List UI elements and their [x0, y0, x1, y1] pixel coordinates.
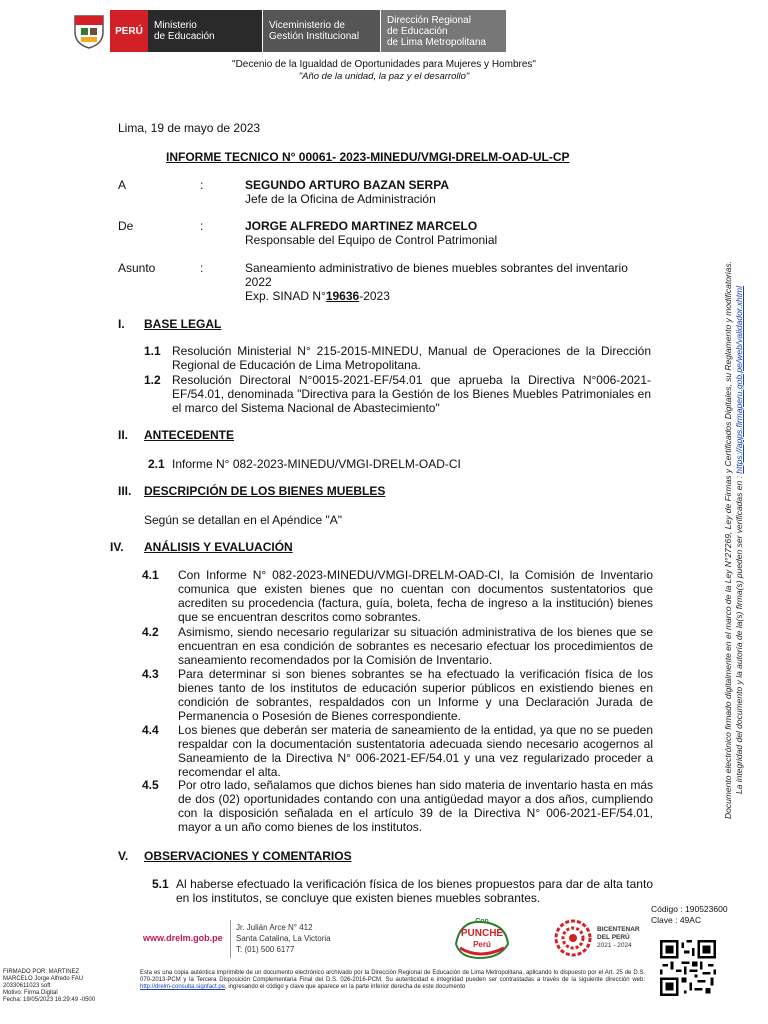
verification-code	[651, 904, 728, 926]
section-4-number: IV.	[110, 540, 124, 554]
from-name: JORGE ALFREDO MARTINEZ MARCELO	[245, 219, 478, 233]
subject-colon: :	[200, 261, 204, 275]
signer-info: FIRMADO POR: MARTINEZ MARCELO Jorge Alfredo FAU 20330611023 soft Motivo: Firma Digital Fecha: 19/05/2023 16:29:49 -0500	[3, 969, 96, 1003]
from-role: Responsable del Equipo de Control Patrimonial	[245, 233, 498, 247]
section-3-text: Según se detallan en el Apéndice "A"	[144, 513, 342, 527]
section-5-title: OBSERVACIONES Y COMENTARIOS	[144, 849, 352, 863]
subject-line1: Saneamiento administrativo de bienes muebles sobrantes del inventario	[245, 261, 628, 275]
to-colon: :	[200, 178, 204, 192]
footer-address: Jr. Julián Arce N° 412 Santa Catalina, La Victoria T: (01) 500 6177	[236, 923, 331, 954]
clave-value: Clave : 49AC	[651, 915, 702, 925]
digital-signature-stamp	[714, 250, 754, 830]
item-4-5: 4.5 Por otro lado, señalamos que dichos bienes han sido materia de inventario hasta en más de dos (02) oportunidades contando con una antigüedad mayor a dos años, cumpliendo con la disposición señalada en el artículo 39 de la Directiva N° 006-2021-EF/54.01, mayor a un año como bienes de los institutos.	[142, 778, 653, 834]
authenticity-notice: Esta es una copia auténtica imprimible de un documento electrónico archivado por la Dirección Regional de Educación de Lima Metropolitana, aplicando lo dispuesto por el Art. 25 de D.S. 070-2013-PCM y la Tercera Disposición Complementaria Final del D.S. 026-2016-PCM. Su autenticidad e integridad pueden ser contrastadas a través de la siguiente dirección web: http://drelm-consulta.signfact.pe, ingresando el código y clave que aparece en la parte inferior derecha de este documento	[140, 970, 645, 990]
from-block	[245, 219, 497, 247]
document-date: Lima, 19 de mayo de 2023	[118, 121, 261, 135]
section-2-number: II.	[118, 428, 129, 442]
item-4-1: 4.1 Con Informe N° 082-2023-MINEDU/VMGI-DRELM-OAD-CI, la Comisión de Inventario comunica que existen bienes que no cuentan con documentos sustentatorios que acrediten su procedencia (factura, guía, boleta, fecha de ingreso a la institución) bienes que se encuentran descritos como sobrantes.	[142, 568, 653, 624]
subject-line2: 2022	[245, 275, 272, 289]
drelm-url[interactable]: www.drelm.gob.pe	[143, 933, 223, 943]
subject-exp: Exp. SINAD N°19636-2023	[245, 289, 390, 303]
subject-block	[245, 261, 655, 303]
section-5-number: V.	[118, 849, 129, 863]
footer-divider	[230, 920, 231, 958]
to-name: SEGUNDO ARTURO BAZAN SERPA	[245, 178, 450, 192]
from-colon: :	[200, 219, 204, 233]
consulta-link[interactable]: http://drelm-consulta.signfact.pe	[140, 984, 226, 990]
peru-label: PERÚ	[110, 10, 148, 52]
section-3-number: III.	[118, 484, 132, 498]
item-1-1: 1.1 Resolución Ministerial N° 215-2015-MINEDU, Manual de Operaciones de la Dirección Regional de Educación de Lima Metropolitana.	[144, 344, 651, 372]
header-banner	[68, 10, 508, 52]
subject-label: Asunto	[118, 261, 156, 275]
section-1-number: I.	[118, 317, 125, 331]
to-label: A	[118, 178, 127, 192]
to-block	[245, 178, 449, 206]
codigo-value: Código : 190523600	[651, 904, 728, 914]
decenio-slogan: "Decenio de la Igualdad de Oportunidades para Mujeres y Hombres" "Año de la unidad, la paz y el desarrollo"	[232, 59, 536, 82]
viceministry-block: Viceministerio de Gestión Institucional	[262, 10, 380, 52]
item-1-2: 1.2 Resolución Directoral N°0015-2021-EF/54.01 que aprueba la Directiva N°006-2021-EF/54.01, denominada "Directiva para la Gestión de los Bienes Muebles Patrimoniales en el marco del Sistema Nacional de Abastecimiento"	[144, 373, 651, 415]
stamp-line-2: La integridad del documento y la autoría de la(s) firma(s) pueden ser verificadas en : https://apps.firmaperu.gob.pe/web/validador.xhtml	[734, 285, 744, 795]
section-4-title: ANÁLISIS Y EVALUACIÓN	[144, 540, 293, 554]
bicentenario-icon	[553, 918, 593, 958]
item-2-1: 2.1 Informe N° 082-2023-MINEDU/VMGI-DRELM-OAD-CI	[148, 457, 461, 471]
drelm-block: Dirección Regional de Educación de Lima Metropolitana	[380, 10, 506, 52]
item-4-4: 4.4 Los bienes que deberán ser materia de saneamiento de la entidad, ya que no se pueden respaldar con la documentación sustentatoria adecuada siendo necesario acogernos al Saneamiento de la Directiva N° 006-2021-EF/54.01 y una vez regularizado proceder a recomendar el alta.	[142, 723, 653, 779]
item-4-2: 4.2 Asimismo, siendo necesario regularizar su situación administrativa de los bienes que se encuentran en esa condición de sobrantes es necesario efectuar los procedimientos de saneamiento recomendados por la Comisión de Inventario.	[142, 625, 653, 667]
item-5-1: 5.1 Al haberse efectuado la verificación física de los bienes propuestos para dar de alta tanto en los institutos, se concluye que existen bienes muebles sobrantes.	[152, 877, 653, 905]
section-1-title: BASE LEGAL	[144, 317, 222, 331]
informe-title: INFORME TECNICO N° 00061- 2023-MINEDU/VMGI-DRELM-OAD-UL-CP	[166, 150, 570, 164]
item-4-3: 4.3 Para determinar si son bienes sobrantes se ha efectuado la verificación física de los bienes tanto de los institutos de educación superior públicos en existiendo bienes en condición de sobrantes, respaldados con un Informe y una Declaración Jurada de Permanencia o Posesión de Bienes correspondiente.	[142, 667, 653, 723]
peru-seal-icon	[68, 10, 110, 52]
qr-code-icon	[660, 940, 716, 996]
from-label: De	[118, 219, 134, 233]
section-2-title: ANTECEDENTE	[144, 428, 235, 442]
bicentenario-label: BICENTENAR DEL PERÚ 2021 - 2024	[597, 926, 640, 949]
sinad-number: 19636	[325, 289, 360, 303]
to-role: Jefe de la Oficina de Administración	[245, 192, 436, 206]
validator-link[interactable]: https://apps.firmaperu.gob.pe/web/validador.xhtml	[734, 285, 744, 474]
ministry-block: Ministerio de Educación	[148, 10, 262, 52]
section-3-title: DESCRIPCIÓN DE LOS BIENES MUEBLES	[144, 484, 386, 498]
stamp-line-1: Documento electrónico firmado digitalmente en el marco de la Ley N°27269, Ley de Firmas y Certificados Digitales, su Reglamento y modificatorias.	[723, 260, 733, 820]
con-punche-peru-logo: Con PUNCHE Perú	[450, 914, 514, 962]
